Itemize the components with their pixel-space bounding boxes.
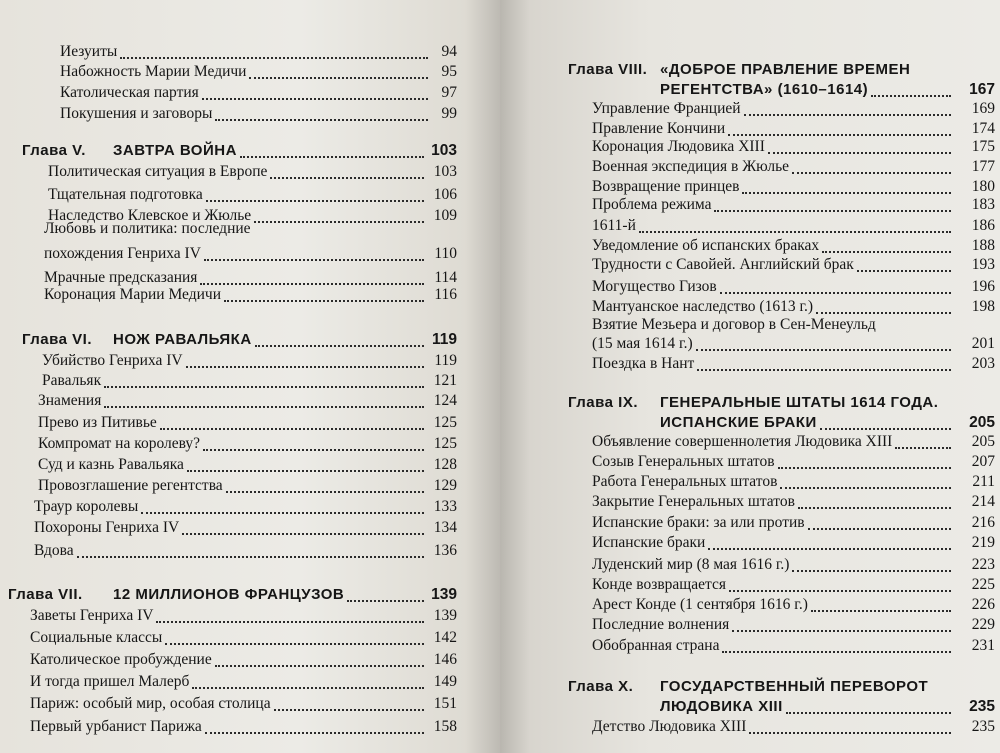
page-number: 203 bbox=[971, 355, 995, 372]
page-number: 134 bbox=[433, 519, 457, 536]
page-number: 183 bbox=[971, 196, 995, 213]
toc-entry: Париж: особый мир, особая столица bbox=[30, 695, 271, 712]
toc-entry: Арест Конде (1 сентября 1616 г.) bbox=[592, 596, 808, 613]
dot-leader bbox=[182, 533, 424, 535]
page-number: 128 bbox=[433, 456, 457, 473]
toc-entry: Коронация Людовика XIII bbox=[592, 138, 765, 155]
right-page bbox=[500, 0, 1000, 753]
page-number: 216 bbox=[971, 514, 995, 531]
toc-entry: Мантуанское наследство (1613 г.) bbox=[592, 298, 814, 315]
toc-entry: Мрачные предсказания bbox=[44, 269, 198, 286]
toc-entry: Луденский мир (8 мая 1616 г.) bbox=[592, 556, 790, 573]
page-number: 219 bbox=[971, 534, 995, 551]
dot-leader bbox=[816, 312, 951, 314]
toc-entry: Тщательная подготовка bbox=[48, 186, 203, 203]
dot-leader bbox=[808, 528, 951, 530]
dot-leader bbox=[202, 98, 428, 100]
dot-leader bbox=[156, 621, 424, 623]
dot-leader bbox=[215, 119, 428, 121]
dot-leader bbox=[226, 491, 424, 493]
page-number: 97 bbox=[441, 84, 457, 101]
toc-entry: Знамения bbox=[38, 392, 102, 409]
dot-leader bbox=[786, 712, 951, 714]
toc-entry: (15 мая 1614 г.) bbox=[592, 335, 693, 352]
chapter-number: Глава VIII. bbox=[568, 61, 648, 78]
dot-leader bbox=[77, 556, 424, 558]
page-number: 211 bbox=[972, 473, 995, 490]
dot-leader bbox=[204, 259, 424, 261]
dot-leader bbox=[347, 600, 424, 602]
dot-leader bbox=[895, 447, 951, 449]
dot-leader bbox=[708, 548, 951, 550]
page-number: 198 bbox=[971, 298, 995, 315]
dot-leader bbox=[728, 134, 951, 136]
page-number: 225 bbox=[971, 576, 995, 593]
toc-entry: Правление Кончини bbox=[592, 120, 726, 137]
dot-leader bbox=[820, 428, 951, 430]
chapter-title: 12 МИЛЛИОНОВ ФРАНЦУЗОВ bbox=[113, 586, 345, 603]
page-number: 103 bbox=[433, 163, 457, 180]
toc-entry: Похороны Генриха IV bbox=[34, 519, 180, 536]
page-number: 193 bbox=[971, 256, 995, 273]
dot-leader bbox=[254, 221, 424, 223]
toc-entry: Военная экспедиция в Жюлье bbox=[592, 158, 790, 175]
toc-entry: Заветы Генриха IV bbox=[30, 607, 154, 624]
page-number: 129 bbox=[433, 477, 457, 494]
page-number: 177 bbox=[971, 158, 995, 175]
dot-leader bbox=[206, 200, 424, 202]
toc-entry: Католическая партия bbox=[60, 84, 199, 101]
dot-leader bbox=[857, 270, 951, 272]
dot-leader bbox=[778, 467, 951, 469]
chapter-number: Глава IX. bbox=[568, 394, 639, 411]
dot-leader bbox=[160, 428, 424, 430]
page-number: 121 bbox=[433, 372, 457, 389]
dot-leader bbox=[203, 449, 424, 451]
page-number: 114 bbox=[434, 269, 457, 286]
chapter-title: ЗАВТРА ВОЙНА bbox=[113, 142, 237, 159]
page-number: 151 bbox=[433, 695, 457, 712]
toc-entry: Объявление совершеннолетия Людовика XIII bbox=[592, 433, 893, 450]
toc-entry: И тогда пришел Малерб bbox=[30, 673, 190, 690]
toc-entry: Обобранная страна bbox=[592, 637, 720, 654]
chapter-number: Глава X. bbox=[568, 678, 634, 695]
page-number: 205 bbox=[969, 414, 995, 431]
chapter-title: ЛЮДОВИКА XIII bbox=[660, 698, 783, 715]
toc-entry: Конде возвращается bbox=[592, 576, 726, 593]
page-number: 186 bbox=[971, 217, 995, 234]
dot-leader bbox=[714, 210, 951, 212]
dot-leader bbox=[255, 345, 424, 347]
toc-entry: Католическое пробуждение bbox=[30, 651, 212, 668]
chapter-title: НОЖ РАВАЛЬЯКА bbox=[113, 331, 252, 348]
page-number: 207 bbox=[971, 453, 995, 470]
dot-leader bbox=[224, 300, 424, 302]
dot-leader bbox=[798, 507, 951, 509]
toc-entry: Управление Францией bbox=[592, 100, 741, 117]
dot-leader bbox=[249, 77, 428, 79]
toc-entry: Возвращение принцев bbox=[592, 178, 740, 195]
page-number: 223 bbox=[971, 556, 995, 573]
page-number: 214 bbox=[971, 493, 995, 510]
toc-entry: Испанские браки bbox=[592, 534, 706, 551]
page-number: 95 bbox=[441, 63, 457, 80]
dot-leader bbox=[768, 152, 951, 154]
dot-leader bbox=[215, 665, 424, 667]
dot-leader bbox=[811, 610, 951, 612]
page-number: 180 bbox=[971, 178, 995, 195]
page-number: 94 bbox=[441, 43, 457, 60]
toc-entry: Провозглашение регентства bbox=[38, 477, 223, 494]
toc-entry: Прево из Питивье bbox=[38, 414, 157, 431]
toc-entry: Последние волнения bbox=[592, 616, 730, 633]
page-number: 116 bbox=[434, 286, 457, 303]
toc-entry: Любовь и политика: последние bbox=[44, 220, 251, 237]
dot-leader bbox=[722, 651, 951, 653]
toc-entry: Первый урбанист Парижа bbox=[30, 718, 202, 735]
dot-leader bbox=[165, 643, 424, 645]
page-number: 125 bbox=[433, 414, 457, 431]
dot-leader bbox=[104, 386, 424, 388]
toc-entry: Детство Людовика XIII bbox=[592, 718, 747, 735]
dot-leader bbox=[744, 114, 951, 116]
toc-entry: Могущество Гизов bbox=[592, 278, 717, 295]
toc-entry: Уведомление об испанских браках bbox=[592, 237, 820, 254]
chapter-title: РЕГЕНТСТВА» (1610–1614) bbox=[660, 81, 869, 98]
dot-leader bbox=[720, 292, 951, 294]
toc-entry: Покушения и заговоры bbox=[60, 105, 213, 122]
dot-leader bbox=[697, 369, 951, 371]
page-number: 205 bbox=[971, 433, 995, 450]
page-number: 167 bbox=[969, 81, 995, 98]
page-number: 110 bbox=[434, 245, 457, 262]
page-number: 124 bbox=[433, 392, 457, 409]
dot-leader bbox=[240, 156, 424, 158]
toc-entry: Вдова bbox=[34, 542, 74, 559]
dot-leader bbox=[120, 57, 428, 59]
dot-leader bbox=[187, 470, 424, 472]
toc-entry: Испанские браки: за или против bbox=[592, 514, 805, 531]
page-number: 226 bbox=[971, 596, 995, 613]
toc-entry: Иезуиты bbox=[60, 43, 118, 60]
toc-entry: Набожность Марии Медичи bbox=[60, 63, 247, 80]
page-number: 106 bbox=[433, 186, 457, 203]
page-number: 125 bbox=[433, 435, 457, 452]
toc-entry: 1611-й bbox=[592, 217, 636, 234]
page-number: 146 bbox=[433, 651, 457, 668]
page-number: 139 bbox=[431, 586, 457, 603]
toc-entry: Убийство Генриха IV bbox=[42, 352, 183, 369]
dot-leader bbox=[141, 512, 424, 514]
page-number: 175 bbox=[971, 138, 995, 155]
dot-leader bbox=[732, 630, 951, 632]
dot-leader bbox=[205, 732, 424, 734]
dot-leader bbox=[749, 732, 951, 734]
dot-leader bbox=[274, 709, 424, 711]
toc-entry: Поездка в Нант bbox=[592, 355, 695, 372]
page-number: 149 bbox=[433, 673, 457, 690]
page-number: 188 bbox=[971, 237, 995, 254]
page-number: 229 bbox=[971, 616, 995, 633]
toc-entry: Наследство Клевское и Жюлье bbox=[48, 207, 252, 224]
chapter-title: «ДОБРОЕ ПРАВЛЕНИЕ ВРЕМЕН bbox=[660, 61, 911, 78]
page-number: 99 bbox=[441, 105, 457, 122]
page-number: 109 bbox=[433, 207, 457, 224]
page-number: 174 bbox=[971, 120, 995, 137]
dot-leader bbox=[729, 590, 951, 592]
page-number: 235 bbox=[971, 718, 995, 735]
dot-leader bbox=[186, 366, 424, 368]
page-number: 133 bbox=[433, 498, 457, 515]
chapter-title: ГОСУДАРСТВЕННЫЙ ПЕРЕВОРОТ bbox=[660, 678, 929, 695]
page-number: 231 bbox=[971, 637, 995, 654]
toc-entry: Созыв Генеральных штатов bbox=[592, 453, 775, 470]
page-number: 169 bbox=[971, 100, 995, 117]
toc-entry: Траур королевы bbox=[34, 498, 139, 515]
toc-entry: Коронация Марии Медичи bbox=[44, 286, 221, 303]
toc-entry: Политическая ситуация в Европе bbox=[48, 163, 268, 180]
dot-leader bbox=[200, 283, 424, 285]
dot-leader bbox=[780, 487, 951, 489]
dot-leader bbox=[192, 687, 424, 689]
dot-leader bbox=[822, 251, 951, 253]
chapter-title: ИСПАНСКИЕ БРАКИ bbox=[660, 414, 817, 431]
dot-leader bbox=[104, 406, 424, 408]
chapter-number: Глава VI. bbox=[22, 331, 93, 348]
chapter-number: Глава VII. bbox=[8, 586, 83, 603]
page-number: 119 bbox=[434, 352, 457, 369]
page-number: 201 bbox=[971, 335, 995, 352]
dot-leader bbox=[871, 95, 951, 97]
dot-leader bbox=[742, 192, 951, 194]
page-number: 139 bbox=[433, 607, 457, 624]
toc-entry: Проблема режима bbox=[592, 196, 712, 213]
dot-leader bbox=[792, 570, 951, 572]
page-number: 158 bbox=[433, 718, 457, 735]
page-number: 136 bbox=[433, 542, 457, 559]
page-number: 142 bbox=[433, 629, 457, 646]
page-number: 103 bbox=[431, 142, 457, 159]
toc-entry: Равальяк bbox=[42, 372, 102, 389]
toc-entry: похождения Генриха IV bbox=[44, 245, 201, 262]
toc-entry: Трудности с Савойей. Английский брак bbox=[592, 256, 854, 273]
chapter-title: ГЕНЕРАЛЬНЫЕ ШТАТЫ 1614 ГОДА. bbox=[660, 394, 939, 411]
dot-leader bbox=[792, 172, 951, 174]
toc-entry: Социальные классы bbox=[30, 629, 163, 646]
chapter-number: Глава V. bbox=[22, 142, 86, 159]
page-number: 196 bbox=[971, 278, 995, 295]
page-number: 235 bbox=[969, 698, 995, 715]
toc-entry: Суд и казнь Равальяка bbox=[38, 456, 184, 473]
toc-entry: Взятие Мезьера и договор в Сен-Менеульд bbox=[592, 316, 876, 333]
dot-leader bbox=[639, 231, 951, 233]
toc-entry: Работа Генеральных штатов bbox=[592, 473, 778, 490]
dot-leader bbox=[270, 177, 424, 179]
toc-entry: Компромат на королеву? bbox=[38, 435, 201, 452]
dot-leader bbox=[696, 349, 951, 351]
toc-entry: Закрытие Генеральных штатов bbox=[592, 493, 795, 510]
page-number: 119 bbox=[431, 331, 457, 348]
